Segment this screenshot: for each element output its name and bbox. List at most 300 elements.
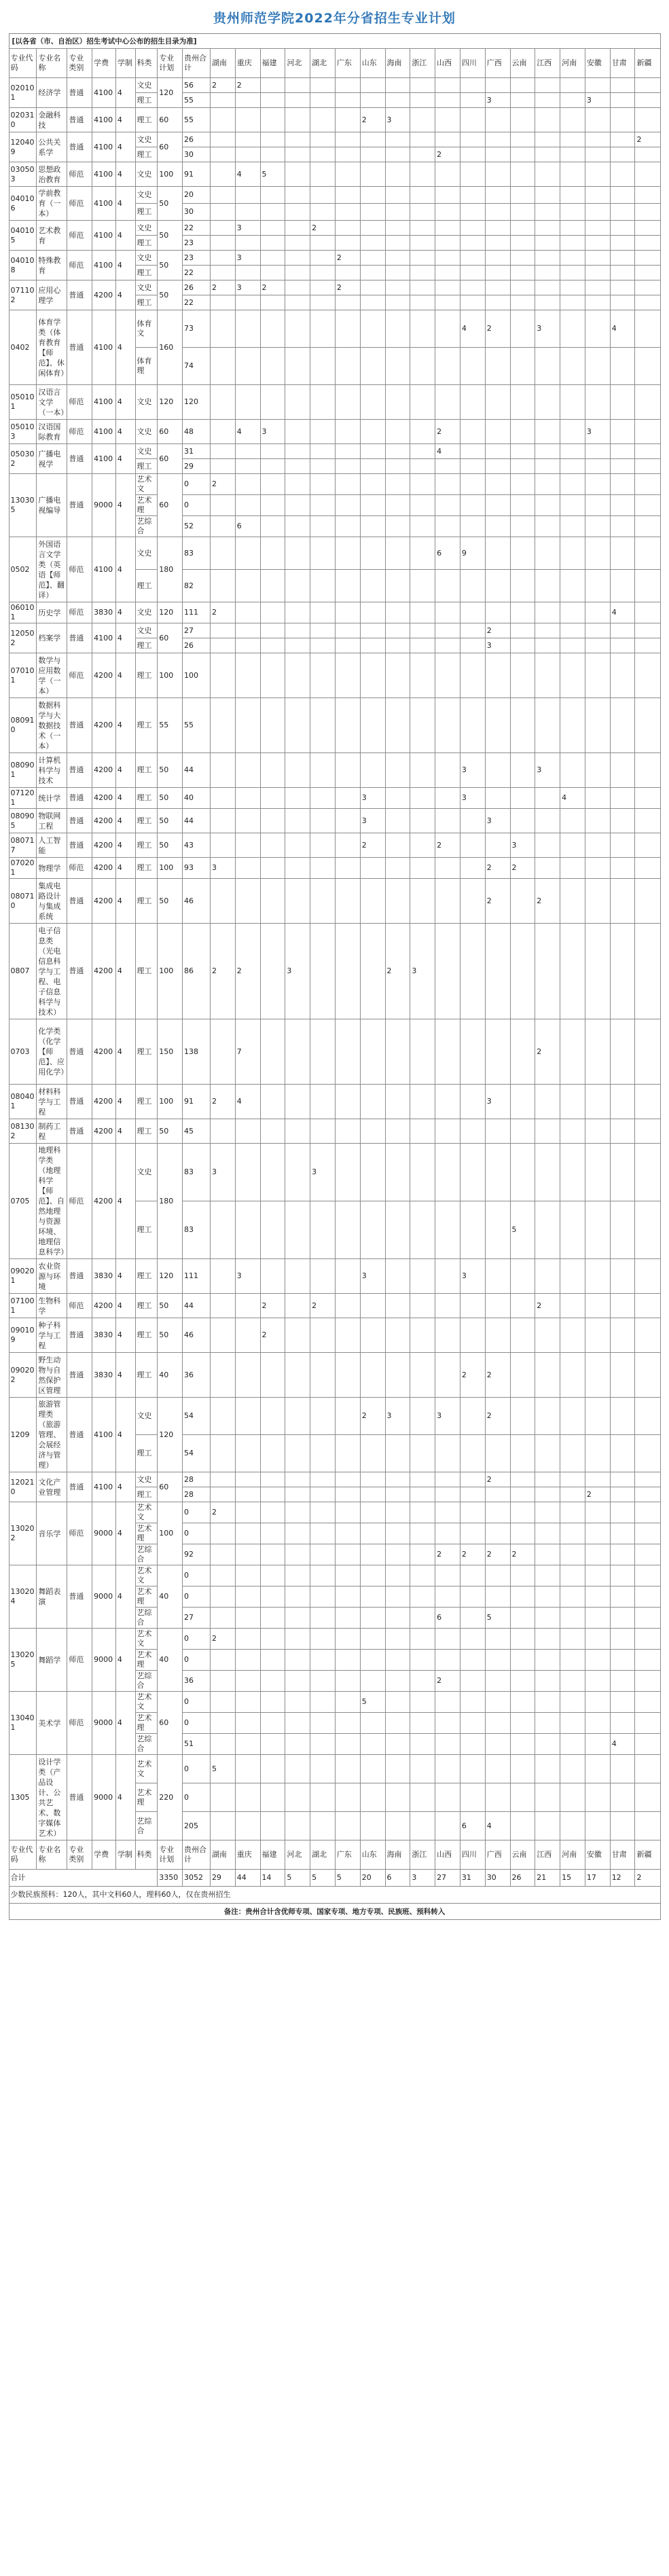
guizhou-total: 82 — [183, 570, 211, 602]
major-category: 普通 — [67, 444, 92, 474]
province-quota: 2 — [485, 310, 510, 348]
province-quota — [335, 459, 360, 474]
table-row — [9, 788, 660, 809]
province-quota — [510, 653, 535, 698]
province-quota — [585, 108, 610, 132]
province-quota: 2 — [435, 833, 460, 858]
major-code: 130202 — [9, 1502, 37, 1565]
province-quota — [260, 295, 285, 310]
major-category: 普通 — [67, 623, 92, 653]
province-quota — [535, 1487, 560, 1502]
guizhou-total: 55 — [183, 93, 211, 108]
province-quota — [410, 1435, 435, 1472]
province-quota — [460, 623, 485, 638]
table-row — [9, 280, 660, 295]
tuition: 4200 — [92, 924, 116, 1019]
province-quota — [610, 1294, 635, 1318]
province-quota — [485, 1650, 510, 1671]
duration: 4 — [115, 1294, 135, 1318]
province-quota — [285, 204, 310, 221]
subject-type: 理工 — [135, 1435, 158, 1472]
province-quota — [560, 537, 585, 570]
province-quota — [560, 495, 585, 516]
province-quota — [435, 1318, 460, 1353]
guizhou-total: 0 — [183, 1755, 211, 1783]
province-quota: 2 — [210, 78, 235, 93]
province-quota — [335, 1294, 360, 1318]
province-quota — [260, 444, 285, 459]
province-quota — [435, 1586, 460, 1608]
subject-type: 理工 — [135, 879, 158, 924]
province-quota — [535, 459, 560, 474]
province-quota — [285, 1085, 310, 1119]
subject-type: 理工 — [135, 638, 158, 653]
province-quota — [260, 1734, 285, 1755]
tuition: 4100 — [92, 162, 116, 187]
province-quota — [285, 833, 310, 858]
province-quota — [385, 420, 410, 444]
province-quota — [610, 1671, 635, 1692]
duration: 4 — [115, 1629, 135, 1692]
major-plan: 50 — [158, 221, 183, 251]
province-quota — [410, 1565, 435, 1586]
province-quota — [285, 1259, 310, 1294]
province-quota — [360, 1713, 385, 1734]
province-quota — [210, 570, 235, 602]
province-quota — [235, 1783, 260, 1812]
province-quota: 5 — [360, 1692, 385, 1713]
province-quota — [485, 1435, 510, 1472]
province-quota — [310, 236, 336, 251]
province-quota — [535, 1502, 560, 1523]
table-row — [9, 78, 660, 93]
province-quota — [485, 187, 510, 204]
province-quota — [235, 1353, 260, 1398]
province-quota — [410, 420, 435, 444]
province-quota — [285, 1565, 310, 1586]
province-quota — [285, 495, 310, 516]
province-quota — [235, 132, 260, 147]
province-quota — [235, 1201, 260, 1259]
province-quota — [460, 1629, 485, 1650]
total-plan: 3350 — [158, 1870, 183, 1887]
province-quota — [535, 1119, 560, 1144]
province-quota — [485, 1523, 510, 1544]
major-code: 090109 — [9, 1318, 37, 1353]
major-category: 普通 — [67, 1085, 92, 1119]
province-quota — [210, 809, 235, 833]
province-quota — [435, 385, 460, 420]
province-quota — [610, 753, 635, 788]
province-quota — [410, 1671, 435, 1692]
subject-type: 文史 — [135, 537, 158, 570]
column-header: 专业名称 — [37, 49, 67, 78]
province-quota — [260, 1472, 285, 1487]
major-plan: 40 — [158, 1353, 183, 1398]
province-quota — [510, 623, 535, 638]
province-quota — [485, 1692, 510, 1713]
province-quota — [360, 570, 385, 602]
province-quota — [260, 108, 285, 132]
province-quota — [310, 1502, 336, 1523]
province-quota — [385, 858, 410, 879]
column-header: 科类 — [135, 1840, 158, 1870]
province-quota — [335, 1713, 360, 1734]
subject-type: 艺术文 — [135, 474, 158, 495]
province-quota — [435, 310, 460, 348]
province-quota — [510, 348, 535, 385]
province-quota — [335, 147, 360, 162]
province-quota — [460, 1487, 485, 1502]
province-quota — [285, 1755, 310, 1783]
province-quota — [410, 236, 435, 251]
province-quota — [635, 162, 660, 187]
province-quota: 2 — [235, 78, 260, 93]
total-value: 44 — [235, 1870, 260, 1887]
province-quota — [460, 602, 485, 623]
province-quota — [585, 266, 610, 280]
province-quota — [285, 858, 310, 879]
tuition: 4100 — [92, 444, 116, 474]
province-quota — [485, 788, 510, 809]
province-quota — [210, 698, 235, 753]
province-quota — [235, 1692, 260, 1713]
province-quota — [410, 1259, 435, 1294]
province-quota — [635, 1544, 660, 1565]
guizhou-total: 29 — [183, 459, 211, 474]
table-body — [9, 78, 660, 1840]
column-header: 安徽 — [585, 49, 610, 78]
province-quota — [485, 1783, 510, 1812]
province-quota — [560, 1629, 585, 1650]
province-quota — [610, 1353, 635, 1398]
province-quota — [435, 1734, 460, 1755]
province-quota — [410, 474, 435, 495]
province-quota — [210, 1353, 235, 1398]
province-quota — [560, 1353, 585, 1398]
province-quota — [610, 1608, 635, 1629]
subject-type: 文史 — [135, 420, 158, 444]
province-quota — [260, 1812, 285, 1840]
province-quota: 2 — [210, 1085, 235, 1119]
subject-type: 艺综合 — [135, 1734, 158, 1755]
province-quota — [285, 348, 310, 385]
province-quota — [435, 858, 460, 879]
province-quota — [285, 1783, 310, 1812]
province-quota — [235, 858, 260, 879]
province-quota — [635, 385, 660, 420]
province-quota: 4 — [610, 602, 635, 623]
province-quota — [610, 1544, 635, 1565]
major-plan: 60 — [158, 1472, 183, 1502]
guizhou-total: 48 — [183, 420, 211, 444]
duration: 4 — [115, 1353, 135, 1398]
province-quota — [635, 1144, 660, 1201]
subject-type: 文史 — [135, 132, 158, 147]
province-quota — [510, 879, 535, 924]
province-quota: 3 — [460, 1259, 485, 1294]
province-quota — [510, 93, 535, 108]
table-header — [9, 49, 660, 78]
guizhou-total: 0 — [183, 1713, 211, 1734]
province-quota — [510, 385, 535, 420]
province-quota — [310, 653, 336, 698]
province-quota — [335, 653, 360, 698]
major-code: 0502 — [9, 537, 37, 602]
province-quota — [360, 310, 385, 348]
province-quota — [485, 1586, 510, 1608]
province-quota — [385, 516, 410, 537]
province-quota — [535, 1586, 560, 1608]
province-quota — [510, 204, 535, 221]
province-quota — [435, 78, 460, 93]
province-quota — [410, 753, 435, 788]
province-quota — [610, 295, 635, 310]
province-quota — [310, 1259, 336, 1294]
province-quota — [535, 1472, 560, 1487]
province-quota — [410, 221, 435, 236]
province-quota — [210, 537, 235, 570]
subject-type: 理工 — [135, 809, 158, 833]
province-quota — [360, 1019, 385, 1085]
tuition: 4100 — [92, 310, 116, 385]
province-quota — [310, 1565, 336, 1586]
province-quota — [635, 1435, 660, 1472]
duration: 4 — [115, 310, 135, 385]
province-quota — [410, 1353, 435, 1398]
province-quota — [360, 1565, 385, 1586]
province-quota — [535, 1259, 560, 1294]
province-quota — [585, 1085, 610, 1119]
guizhou-total: 83 — [183, 1201, 211, 1259]
province-quota: 2 — [485, 623, 510, 638]
province-quota — [235, 1502, 260, 1523]
major-code: 081302 — [9, 1119, 37, 1144]
province-quota — [410, 1119, 435, 1144]
province-quota — [210, 444, 235, 459]
province-quota: 3 — [360, 788, 385, 809]
province-quota — [460, 1523, 485, 1544]
province-quota — [485, 833, 510, 858]
province-quota — [335, 879, 360, 924]
province-quota — [485, 1019, 510, 1085]
column-header: 重庆 — [235, 49, 260, 78]
column-header: 广东 — [335, 1840, 360, 1870]
province-quota — [510, 221, 535, 236]
province-quota: 2 — [485, 1398, 510, 1435]
column-header: 广东 — [335, 49, 360, 78]
guizhou-total: 23 — [183, 236, 211, 251]
province-quota — [485, 108, 510, 132]
province-quota — [385, 1294, 410, 1318]
province-quota — [535, 444, 560, 459]
major-code: 080717 — [9, 833, 37, 858]
province-quota — [310, 266, 336, 280]
province-quota — [210, 1318, 235, 1353]
province-quota — [260, 1755, 285, 1783]
province-quota — [460, 653, 485, 698]
subject-type: 文史 — [135, 1398, 158, 1435]
province-quota — [635, 809, 660, 833]
duration: 4 — [115, 1019, 135, 1085]
major-plan: 60 — [158, 108, 183, 132]
province-quota — [310, 204, 336, 221]
province-quota — [360, 474, 385, 495]
province-quota — [510, 1783, 535, 1812]
subject-type: 理工 — [135, 1294, 158, 1318]
tuition: 4200 — [92, 1019, 116, 1085]
subject-type: 理工 — [135, 1019, 158, 1085]
province-quota: 6 — [435, 537, 460, 570]
major-name: 数学与应用数学（一本） — [37, 653, 67, 698]
province-quota — [260, 1398, 285, 1435]
major-code: 130401 — [9, 1692, 37, 1755]
province-quota — [635, 1318, 660, 1353]
province-quota — [360, 1734, 385, 1755]
province-quota: 2 — [435, 147, 460, 162]
guizhou-total: 28 — [183, 1472, 211, 1487]
province-quota — [385, 1502, 410, 1523]
province-quota — [235, 1650, 260, 1671]
province-quota — [260, 1629, 285, 1650]
province-quota: 3 — [485, 638, 510, 653]
province-quota — [410, 516, 435, 537]
province-quota: 2 — [335, 280, 360, 295]
province-quota — [210, 420, 235, 444]
province-quota — [460, 698, 485, 753]
major-category: 普通 — [67, 132, 92, 162]
province-quota — [335, 1650, 360, 1671]
province-quota: 3 — [460, 788, 485, 809]
province-quota — [260, 1650, 285, 1671]
province-quota — [510, 1487, 535, 1502]
province-quota — [285, 221, 310, 236]
major-category: 普通 — [67, 1755, 92, 1840]
province-quota — [635, 310, 660, 348]
province-quota — [210, 1812, 235, 1840]
subject-type: 艺术文 — [135, 1629, 158, 1650]
province-quota — [610, 809, 635, 833]
province-quota — [385, 833, 410, 858]
province-quota — [310, 698, 336, 753]
province-quota — [285, 1544, 310, 1565]
province-quota — [610, 1523, 635, 1544]
guizhou-total: 51 — [183, 1734, 211, 1755]
province-quota — [560, 147, 585, 162]
column-header: 学制 — [115, 1840, 135, 1870]
province-quota — [210, 204, 235, 221]
duration: 4 — [115, 924, 135, 1019]
province-quota — [610, 266, 635, 280]
province-quota — [585, 1398, 610, 1435]
province-quota — [635, 495, 660, 516]
major-code: 050302 — [9, 444, 37, 474]
duration: 4 — [115, 1755, 135, 1840]
major-code: 080910 — [9, 698, 37, 753]
tuition: 4100 — [92, 537, 116, 602]
province-quota — [435, 1294, 460, 1318]
province-quota — [535, 570, 560, 602]
province-quota — [360, 638, 385, 653]
province-quota — [610, 236, 635, 251]
province-quota — [335, 1586, 360, 1608]
province-quota — [335, 78, 360, 93]
province-quota — [310, 1608, 336, 1629]
province-quota — [510, 1713, 535, 1734]
major-code: 080905 — [9, 809, 37, 833]
province-quota — [610, 280, 635, 295]
province-quota — [285, 1650, 310, 1671]
province-quota — [410, 879, 435, 924]
province-quota — [560, 78, 585, 93]
province-quota — [535, 1398, 560, 1435]
province-quota — [335, 1608, 360, 1629]
province-quota — [560, 653, 585, 698]
province-quota — [410, 698, 435, 753]
province-quota — [510, 1019, 535, 1085]
province-quota — [285, 809, 310, 833]
major-plan: 50 — [158, 833, 183, 858]
province-quota — [510, 1565, 535, 1586]
province-quota — [485, 1119, 510, 1144]
province-quota — [335, 266, 360, 280]
total-value: 27 — [435, 1870, 460, 1887]
province-quota — [260, 1119, 285, 1144]
province-quota — [585, 1713, 610, 1734]
total-value: 5 — [285, 1870, 310, 1887]
column-header: 湖南 — [210, 49, 235, 78]
province-quota — [335, 537, 360, 570]
province-quota — [610, 1259, 635, 1294]
province-quota — [310, 444, 336, 459]
province-quota — [360, 348, 385, 385]
province-quota — [235, 295, 260, 310]
province-quota — [385, 495, 410, 516]
province-quota — [235, 1734, 260, 1755]
province-quota — [260, 809, 285, 833]
province-quota — [310, 348, 336, 385]
province-quota — [485, 236, 510, 251]
province-quota — [310, 570, 336, 602]
province-quota — [585, 753, 610, 788]
province-quota — [410, 132, 435, 147]
province-quota: 4 — [460, 310, 485, 348]
guizhou-total: 45 — [183, 1119, 211, 1144]
admission-note: [以各省（市、自治区）招生考试中心公布的招生目录为准] — [9, 33, 661, 48]
subject-type: 理工 — [135, 788, 158, 809]
table-row — [9, 623, 660, 638]
province-quota — [235, 1608, 260, 1629]
province-quota — [285, 1713, 310, 1734]
province-quota — [635, 1472, 660, 1487]
tuition: 4200 — [92, 1085, 116, 1119]
province-quota — [260, 266, 285, 280]
total-value: 6 — [385, 1870, 410, 1887]
province-quota — [510, 1353, 535, 1398]
province-quota — [410, 1487, 435, 1502]
column-header: 四川 — [460, 1840, 485, 1870]
province-quota — [310, 1544, 336, 1565]
province-quota — [310, 1783, 336, 1812]
province-quota — [310, 280, 336, 295]
province-quota — [435, 266, 460, 280]
province-quota — [510, 570, 535, 602]
province-quota — [460, 1671, 485, 1692]
province-quota — [510, 1294, 535, 1318]
major-name: 文化产业管理 — [37, 1472, 67, 1502]
province-quota — [535, 108, 560, 132]
province-quota — [410, 385, 435, 420]
